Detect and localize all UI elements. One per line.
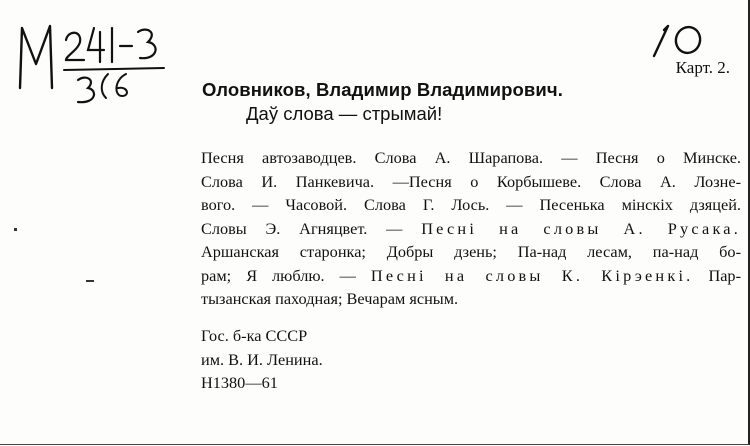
description-line: Слова И. Панкевича. —Песня о Корбышеве. Слова А. Лозне- bbox=[201, 171, 741, 191]
description-line-spaced bbox=[201, 264, 741, 288]
contents-description bbox=[201, 146, 741, 311]
handwritten-number bbox=[648, 20, 708, 60]
library-stamp bbox=[201, 324, 323, 395]
description-line-spaced bbox=[201, 217, 741, 241]
description-fragment: Пар- bbox=[693, 265, 741, 285]
description-line: Аршанская старонка; Добры дзень; Па-над лесам, па-над бо- bbox=[201, 242, 741, 261]
spaced-heading: Песні на словы К. Кірэенкі. bbox=[370, 265, 694, 285]
scan-mark bbox=[86, 280, 94, 282]
handwritten-shelfmark bbox=[14, 18, 174, 108]
description-line: вого. — Часовой. Слова Г. Лось. — Песенька мінскіх дзяцей. bbox=[201, 195, 741, 214]
scan-mark bbox=[14, 228, 17, 231]
description-fragment: рам; Я люблю. — bbox=[201, 265, 371, 285]
library-line: Н1380—61 bbox=[201, 373, 278, 392]
library-line: им. В. И. Ленина. bbox=[201, 349, 323, 369]
card-number: Карт. 2. bbox=[675, 58, 730, 77]
description-line: Песня автозаводцев. Слова А. Шарапова. — Песня о Минске. bbox=[201, 148, 741, 167]
description-line: тызанская паходная; Вечарам ясным. bbox=[201, 289, 459, 308]
author-heading: Оловников, Владимир Владимирович. bbox=[202, 79, 563, 100]
spaced-heading: Песні на словы А. Русака. bbox=[421, 218, 741, 238]
library-line: Гос. б-ка СССР bbox=[201, 326, 308, 345]
work-title: Даў слова — стрымай! bbox=[246, 103, 443, 124]
description-fragment: Словы Э. Агняцвет. — bbox=[201, 218, 422, 238]
